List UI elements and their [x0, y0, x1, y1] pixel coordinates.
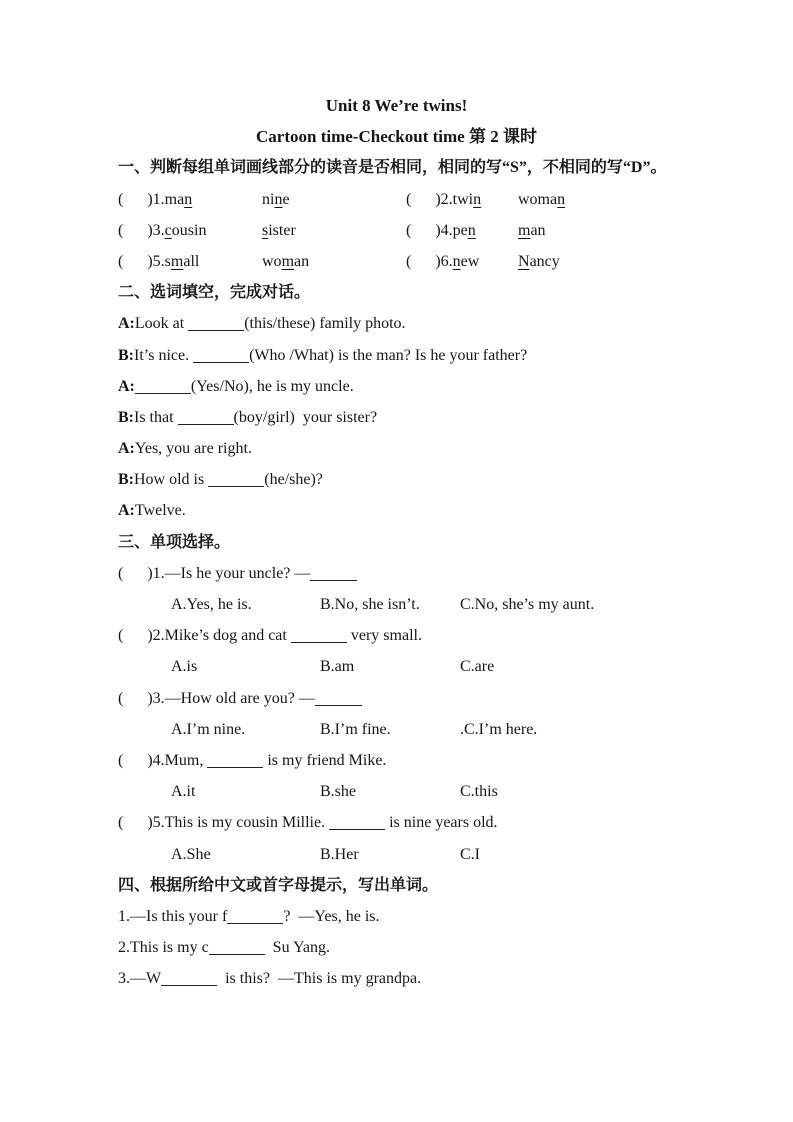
question-text: is my friend Mike.	[263, 751, 387, 769]
blank-line	[291, 625, 347, 643]
underlined-letter: n	[473, 190, 482, 208]
question-stem-3	[0, 683, 793, 714]
underlined-letter: s	[262, 221, 269, 239]
option-c: .C.I’m here.	[460, 720, 538, 738]
fill-text: 1.—Is this your f	[118, 907, 228, 925]
blank-line	[310, 563, 357, 581]
blank-line	[135, 376, 191, 394]
option-c: C.I	[460, 845, 480, 863]
dialogue-text: Yes, you are right.	[134, 440, 252, 458]
dialogue-text: It’s nice.	[134, 346, 194, 364]
page-title: Unit 8 We’re twins!	[325, 96, 468, 115]
question-stem-2	[0, 620, 793, 651]
open-paren: (	[118, 564, 124, 582]
open-paren: (	[406, 221, 412, 239]
option-b: B.am	[320, 658, 355, 676]
blank-line	[329, 812, 385, 830]
word-part: ew	[460, 252, 480, 270]
phonics-row-2	[0, 215, 793, 246]
word-part: ma	[164, 190, 185, 208]
question-text: is nine years old.	[385, 814, 498, 832]
question-text: —How old are you? —	[164, 689, 315, 707]
underlined-letter: n	[557, 190, 566, 208]
options-row-3	[0, 714, 793, 745]
question-number: )5.	[147, 814, 165, 832]
speaker-label: B:	[118, 471, 134, 489]
fill-line-3	[0, 963, 793, 994]
question-number: )2.	[147, 627, 165, 645]
question-stem-5	[0, 807, 793, 838]
word-part: twi	[452, 190, 474, 208]
fill-text: Su Yang.	[264, 939, 331, 957]
page-subtitle: Cartoon time-Checkout time 第 2 课时	[256, 127, 537, 147]
dialogue-text: (Who /What) is the man? Is he your father?	[249, 346, 528, 364]
dialogue-text: (this/these) family photo.	[244, 315, 406, 333]
options-row-1	[0, 589, 793, 620]
open-paren: (	[118, 221, 124, 239]
dialogue-line	[0, 433, 793, 464]
section3-heading: 三、单项选择。	[118, 533, 231, 551]
blank-line	[178, 407, 234, 425]
blank-line	[315, 688, 362, 706]
question-number: )4.	[147, 751, 165, 769]
underlined-letter: n	[274, 190, 283, 208]
word-part: all	[183, 252, 200, 270]
open-paren: (	[406, 252, 412, 270]
section1-heading: 一、判断每组单词画线部分的读音是否相同，相同的写“S”，不相同的写“D”。	[118, 159, 667, 177]
word-part: e	[282, 190, 290, 208]
question-text: very small.	[346, 627, 422, 645]
open-paren: (	[406, 190, 412, 208]
speaker-label: B:	[118, 346, 134, 364]
word-part: ousin	[171, 221, 207, 239]
item-number: )4.	[435, 221, 453, 239]
word-part: an	[294, 252, 310, 270]
fill-text: is this? —This is my grandpa.	[217, 970, 422, 988]
underlined-letter: n	[184, 190, 193, 208]
dialogue-text: (Yes/No), he is my uncle.	[190, 377, 354, 395]
item-number: )6.	[435, 252, 453, 270]
blank-line	[161, 968, 217, 986]
question-stem-4	[0, 745, 793, 776]
word-part: wo	[262, 252, 282, 270]
word-part: ni	[262, 190, 275, 208]
open-paren: (	[118, 627, 124, 645]
underlined-letter: c	[164, 221, 172, 239]
fill-text: ? —Yes, he is.	[283, 907, 380, 925]
underlined-letter: m	[281, 252, 295, 270]
option-a: A.it	[171, 783, 196, 801]
open-paren: (	[118, 190, 124, 208]
question-text: Mike’s dog and cat	[164, 627, 291, 645]
dialogue-line	[0, 402, 793, 433]
speaker-label: A:	[118, 377, 135, 395]
underlined-letter: m	[518, 221, 531, 239]
options-row-5	[0, 839, 793, 870]
option-c: C.No, she’s my aunt.	[460, 596, 595, 613]
underlined-letter: n	[467, 221, 476, 239]
option-a: A.is	[171, 658, 198, 676]
options-row-2	[0, 651, 793, 682]
underlined-letter: m	[170, 252, 184, 270]
word-part: an	[530, 221, 546, 239]
phonics-row-1	[0, 184, 793, 215]
open-paren: (	[118, 814, 124, 832]
fill-line-2	[0, 932, 793, 963]
fill-text: 2.This is my c	[118, 939, 209, 957]
item-number: )2.	[435, 190, 453, 208]
option-b: B.No, she isn’t.	[320, 596, 420, 613]
speaker-label: B:	[118, 408, 134, 426]
item-number: )3.	[147, 221, 165, 239]
word-part: ister	[268, 221, 296, 239]
word-part: woma	[518, 190, 558, 208]
speaker-label: A:	[118, 502, 135, 520]
dialogue-line	[0, 308, 793, 339]
blank-line	[207, 750, 263, 768]
question-number: )3.	[147, 689, 165, 707]
blank-line	[208, 469, 264, 487]
phonics-row-3	[0, 246, 793, 277]
question-text: —Is he your uncle? —	[164, 564, 311, 582]
option-a: A.Yes, he is.	[171, 596, 252, 613]
question-number: )1.	[147, 564, 165, 582]
item-number: )1.	[147, 190, 165, 208]
blank-line	[227, 906, 283, 924]
dialogue-text: Twelve.	[134, 502, 186, 520]
section2-heading: 二、选词填空，完成对话。	[118, 284, 311, 302]
question-text: This is my cousin Millie.	[164, 814, 330, 832]
option-a: A.She	[171, 845, 211, 863]
fill-text: 3.—W	[118, 970, 162, 988]
open-paren: (	[118, 689, 124, 707]
option-a: A.I’m nine.	[171, 720, 246, 738]
option-c: C.are	[460, 658, 495, 676]
blank-line	[193, 345, 249, 363]
option-b: B.Her	[320, 845, 359, 863]
section4-heading: 四、根据所给中文或首字母提示，写出单词。	[118, 876, 439, 894]
fill-line-1	[0, 901, 793, 932]
open-paren: (	[118, 751, 124, 769]
blank-line	[188, 313, 244, 331]
dialogue-line	[0, 495, 793, 526]
dialogue-text: How old is	[134, 471, 209, 489]
dialogue-line	[0, 340, 793, 371]
dialogue-text: Is that	[134, 408, 178, 426]
dialogue-line	[0, 464, 793, 495]
speaker-label: A:	[118, 440, 135, 458]
question-text: Mum,	[164, 751, 208, 769]
dialogue-text: (he/she)?	[264, 471, 323, 489]
word-part: ancy	[529, 252, 560, 270]
options-row-4	[0, 776, 793, 807]
word-part: s	[164, 252, 171, 270]
item-number: )5.	[147, 252, 165, 270]
dialogue-text: (boy/girl) your sister?	[233, 408, 378, 426]
speaker-label: A:	[118, 315, 135, 333]
question-stem-1	[0, 558, 793, 589]
dialogue-line	[0, 371, 793, 402]
word-part: pe	[452, 221, 468, 239]
open-paren: (	[118, 252, 124, 270]
option-c: C.this	[460, 783, 498, 801]
underlined-letter: N	[518, 252, 530, 270]
option-b: B.I’m fine.	[320, 720, 391, 738]
underlined-letter: n	[452, 252, 461, 270]
blank-line	[209, 937, 265, 955]
option-b: B.she	[320, 783, 356, 801]
dialogue-text: Look at	[134, 315, 189, 333]
